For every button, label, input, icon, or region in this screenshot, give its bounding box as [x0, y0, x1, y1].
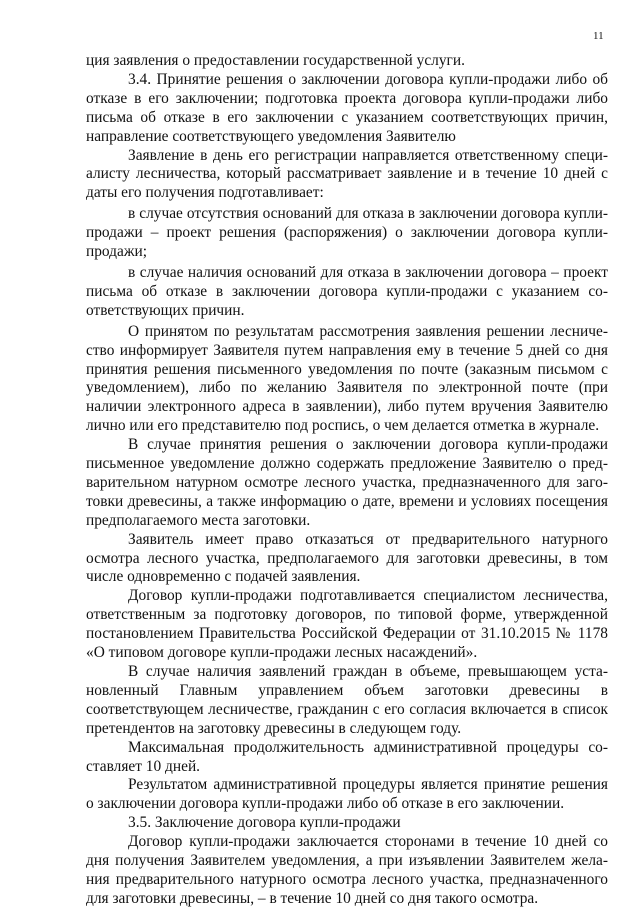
- paragraph: Заявитель имеет право отказаться от предварительного натурного осмотра лесного участка, предполагаемого для заготовки древесины, в том числе одновременно с подачей заявления.: [86, 530, 608, 586]
- paragraph: Результатом административной процедуры является принятие решения о заключении договора купли-продажи либо об отказе в его заключении.: [86, 776, 608, 813]
- paragraph: Заявление в день его регистрации направляется ответственному специалисту лесничества, который рассматривает заявление и в течение 10 дней с даты его получения подготавливает:: [86, 146, 608, 202]
- paragraph: В случае наличия заявлений граждан в объеме, превышающем установленный Главным управлением объем заготовки древесины в соответствующем лесничестве, гражданин с его согласия включается в список претендентов на заготовку древесины в следующем году.: [86, 663, 608, 737]
- page-number: 11: [593, 30, 604, 42]
- section-heading-3-4: 3.4. Принятие решения о заключении договора купли-продажи либо об отказе в его заключении; подготовка проекта договора купли-продажи либо письма об отказе в его заключении с указанием соответствующих причин, направление соответствующего уведомления Заявителю: [86, 70, 608, 145]
- paragraph: Договор купли-продажи заключается сторонами в течение 10 дней со дня получения Заявителем уведомления, а при изъявлении Заявителем желания предварительного натурного осмотра лесного участка, предназначенного для заготовки древесины, – в течение 10 дней со дня такого осмотра.: [86, 833, 608, 907]
- list-item-paragraph: в случае наличия оснований для отказа в заключении договора – проект письма об отказе в заключении договора купли-продажи с указанием соответствующих причин.: [86, 263, 608, 319]
- list-item-paragraph: в случае отсутствия оснований для отказа в заключении договора купли-продажи – проект решения (распоряжения) о заключении договора купли-продажи;: [86, 205, 608, 261]
- paragraph: Максимальная продолжительность административной процедуры составляет 10 дней.: [86, 738, 608, 775]
- paragraph: Договор купли-продажи подготавливается специалистом лесничества, ответственным за подготовку договоров, по типовой форме, утвержденной постановлением Правительства Российской Федерации от 31.10.2015 № 1178 «О типовом договоре купли-продажи лесных насаждений».: [86, 587, 608, 662]
- paragraph: О принятом по результатам рассмотрения заявления решении лесничество информирует Заявителя путем направления ему в течение 5 дней со дня принятия решения письменного уведомления по почте (заказным письмом с уведомлением), либо по желанию Заявителя по электронной почте (при наличии электронного адреса в заявлении), либо путем вручения Заявителю лично или его представителю под роспись, о чем делается отметка в журнале.: [86, 322, 608, 435]
- section-heading-3-5: 3.5. Заключение договора купли-продажи: [128, 814, 401, 832]
- paragraph-continuation: ция заявления о предоставлении государственной услуги.: [86, 52, 465, 69]
- document-body: [86, 52, 608, 909]
- paragraph: В случае принятия решения о заключении договора купли-продажи письменное уведомление должно содержать предложение Заявителю о предварительном натурном осмотре лесного участка, предназначенного для заготовки древесины, а также информацию о дате, времени и условиях посещения предполагаемого места заготовки.: [86, 436, 608, 529]
